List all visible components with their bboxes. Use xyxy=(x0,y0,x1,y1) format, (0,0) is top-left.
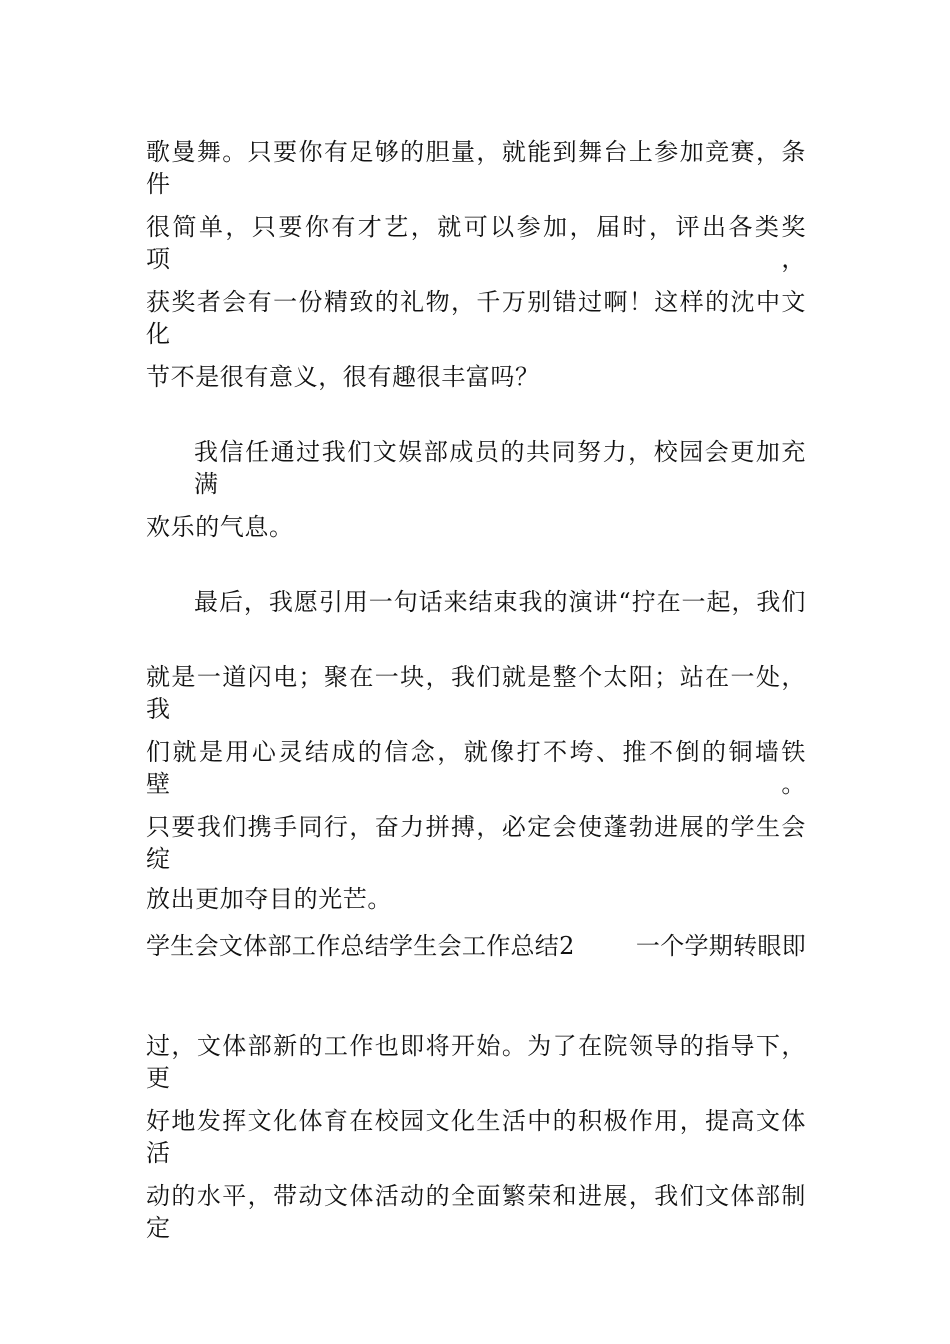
section-title-tail: 一个学期转眼即 xyxy=(635,932,806,960)
paragraph-line: 动的水平，带动文体活动的全面繁荣和进展，我们文体部制定 xyxy=(146,1182,806,1242)
paragraph-line: 就是一道闪电；聚在一块，我们就是整个太阳；站在一处，我 xyxy=(146,663,806,723)
section-heading-row xyxy=(146,930,806,962)
paragraph-line: 过，文体部新的工作也即将开始。为了在院领导的指导下，更 xyxy=(146,1032,806,1092)
paragraph-line: 欢乐的气息。 xyxy=(146,513,294,541)
paragraph-line: 们就是用心灵结成的信念，就像打不垮、推不倒的铜墙铁壁。 xyxy=(146,738,806,798)
paragraph-line: 只要我们携手同行，奋力拼搏，必定会使蓬勃进展的学生会绽 xyxy=(146,813,806,873)
paragraph-line: 节不是很有意义，很有趣很丰富吗？ xyxy=(146,363,540,391)
paragraph-line: 好地发挥文化体育在校园文化生活中的积极作用，提高文体活 xyxy=(146,1107,806,1167)
paragraph-line: 最后，我愿引用一句话来结束我的演讲“拧在一起，我们 xyxy=(194,588,806,616)
paragraph-line: 获奖者会有一份精致的礼物，千万别错过啊！这样的沈中文化 xyxy=(146,288,806,348)
paragraph-line: 很简单，只要你有才艺，就可以参加，届时，评出各类奖项， xyxy=(146,213,806,273)
paragraph-line: 我信任通过我们文娱部成员的共同努力，校园会更加充满 xyxy=(194,438,806,498)
section-title: 学生会文体部工作总结学生会工作总结2 xyxy=(146,932,575,960)
paragraph-line: 歌曼舞。只要你有足够的胆量，就能到舞台上参加竞赛，条件 xyxy=(146,138,806,198)
paragraph-line: 放出更加夺目的光芒。 xyxy=(146,885,392,913)
